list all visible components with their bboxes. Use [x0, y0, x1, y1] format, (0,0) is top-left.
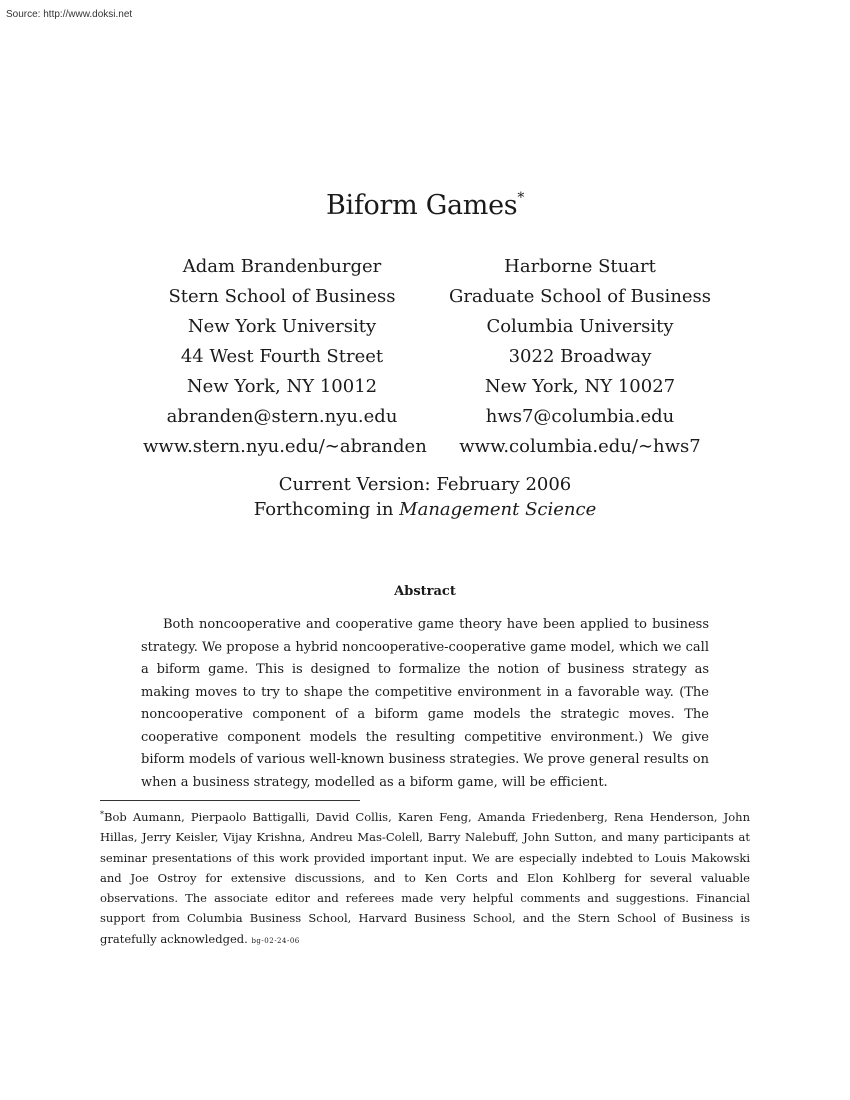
- author-name: Harborne Stuart: [504, 256, 656, 277]
- journal-name: Management Science: [399, 499, 597, 520]
- author-street: 3022 Broadway: [508, 346, 652, 367]
- author-email[interactable]: abranden@stern.nyu.edu: [166, 406, 398, 427]
- author-school: Graduate School of Business: [448, 286, 712, 307]
- author-name: Adam Brandenburger: [182, 256, 382, 277]
- abstract-heading: Abstract: [394, 584, 456, 599]
- current-version: Current Version: February 2006: [278, 474, 572, 495]
- author-university: Columbia University: [486, 316, 674, 337]
- author-city: New York, NY 10027: [484, 376, 676, 397]
- abstract-text: Both noncooperative and cooperative game theory have been applied to business strategy. We propose a hybrid noncooperative-cooperative game model, which we call a biform game. This is designed to formalize the notion of business strategy as making moves to try to shape the competitive environment in a favorable way. (The noncooperative component of a biform game models the strategic moves. The cooperative component models the resulting competitive environment.) We give biform models of various well-known business strategies. We prove general results on when a business strategy, modelled as a biform game, will be efficient.: [141, 617, 709, 790]
- title-footnote-mark: *: [517, 190, 525, 206]
- author-school: Stern School of Business: [168, 286, 396, 307]
- author-block-2: [448, 252, 712, 462]
- footnote-divider: [100, 800, 360, 801]
- forthcoming-prefix: Forthcoming in: [253, 499, 400, 520]
- paper-title: [0, 190, 850, 221]
- source-link[interactable]: Source: http://www.doksi.net: [6, 9, 133, 20]
- author-website[interactable]: www.columbia.edu/∼hws7: [459, 436, 701, 457]
- author-email[interactable]: hws7@columbia.edu: [485, 406, 675, 427]
- title-text: Biform Games: [325, 190, 518, 221]
- version-info: [0, 472, 850, 522]
- footnote-text: Bob Aumann, Pierpaolo Battigalli, David Collis, Karen Feng, Amanda Friedenberg, Rena Henderson, John Hillas, Jerry Keisler, Vijay Krishna, Andreu Mas-Colell, Barry Nalebuff, John Sutton, and many participants at seminar presentations of this work provided important input. We are especially indebted to Louis Makowski and Joe Ostroy for extensive discussions, and to Ken Corts and Elon Kohlberg for several valuable observations. The associate editor and referees made very helpful comments and suggestions. Financial support from Columbia Business School, Harvard Business School, and the Stern School of Business is gratefully acknowledged.: [100, 810, 750, 946]
- forthcoming-line: [0, 497, 850, 522]
- author-website[interactable]: www.stern.nyu.edu/∼abranden: [143, 436, 427, 457]
- author-city: New York, NY 10012: [186, 376, 378, 397]
- author-street: 44 West Fourth Street: [180, 346, 384, 367]
- footnote-mark: *: [100, 810, 104, 819]
- footnote: [100, 805, 750, 951]
- author-university: New York University: [187, 316, 377, 337]
- author-block-1: [143, 252, 427, 462]
- footnote-code: bg-02-24-06: [251, 936, 300, 945]
